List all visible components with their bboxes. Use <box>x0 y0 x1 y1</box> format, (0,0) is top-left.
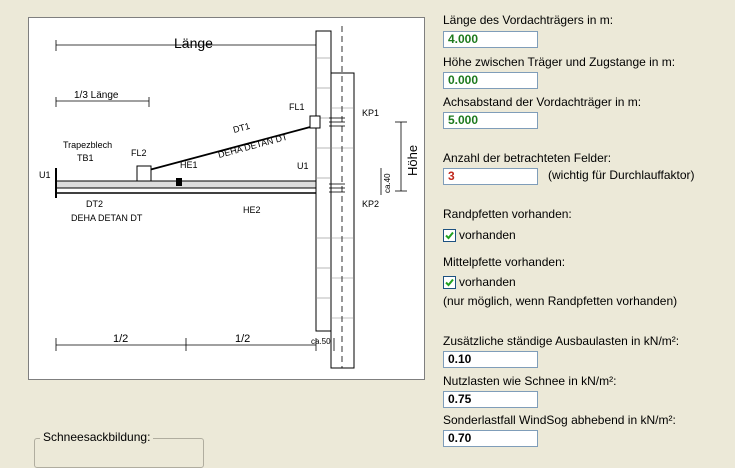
felder-label: Anzahl der betrachteten Felder: <box>443 151 612 165</box>
windsog-label: Sonderlastfall WindSog abhebend in kN/m²: <box>443 413 676 427</box>
mittelpfette-label: Mittelpfette vorhanden: <box>443 255 566 269</box>
label-deha-dt2: DEHA DETAN DT <box>71 213 143 223</box>
label-u1-left: U1 <box>39 170 51 180</box>
nutzlasten-label: Nutzlasten wie Schnee in kN/m²: <box>443 374 617 388</box>
felder-input[interactable]: 3 <box>443 168 538 185</box>
label-deha-dt1: DEHA DETAN DT <box>216 131 289 160</box>
label-ca50: ca.50 <box>311 337 331 346</box>
mittelpfette-checkbox-label: vorhanden <box>459 275 516 289</box>
check-icon <box>445 278 454 287</box>
label-he1: HE1 <box>180 160 198 170</box>
label-fl1: FL1 <box>289 102 305 112</box>
label-fl2: FL2 <box>131 148 147 158</box>
fl1-plate <box>310 116 320 128</box>
nutzlasten-input[interactable]: 0.75 <box>443 391 538 408</box>
randpfetten-checkbox-label: vorhanden <box>459 228 516 242</box>
randpfetten-checkbox[interactable] <box>443 229 456 242</box>
canopy-diagram <box>29 18 426 381</box>
label-half-left: 1/2 <box>113 333 129 345</box>
column-upper <box>316 31 331 331</box>
label-half-right: 1/2 <box>235 333 251 345</box>
label-laenge: Länge <box>174 35 213 51</box>
label-dt2: DT2 <box>86 199 104 209</box>
check-icon <box>445 231 454 240</box>
randpfetten-label: Randpfetten vorhanden: <box>443 207 572 221</box>
ausbaulasten-label: Zusätzliche ständige Ausbaulasten in kN/m²: <box>443 334 680 348</box>
label-u1-right: U1 <box>297 161 309 171</box>
hoehe-label: Höhe zwischen Träger und Zugstange in m: <box>443 55 676 69</box>
mittelpfette-checkbox-row[interactable] <box>443 274 516 290</box>
label-kp1: KP1 <box>362 108 380 118</box>
label-hoehe: Höhe <box>405 144 420 176</box>
main-beam <box>56 181 316 188</box>
label-trapezblech: Trapezblech <box>63 140 113 150</box>
laenge-input[interactable]: 4.000 <box>443 31 538 48</box>
laenge-label: Länge des Vordachträgers in m: <box>443 13 614 27</box>
randpfetten-checkbox-row[interactable] <box>443 227 516 243</box>
canopy-drawing <box>28 17 425 380</box>
achsabstand-label: Achsabstand der Vordachträger in m: <box>443 95 642 109</box>
hoehe-input[interactable]: 0.000 <box>443 72 538 89</box>
mittelpfette-checkbox[interactable] <box>443 276 456 289</box>
label-drittel: 1/3 Länge <box>74 90 119 101</box>
label-dt1: DT1 <box>231 120 251 135</box>
schneesack-title: Schneesackbildung: <box>40 430 153 444</box>
label-kp2: KP2 <box>362 199 380 209</box>
label-ca40: ca.40 <box>383 173 392 193</box>
achsabstand-input[interactable]: 5.000 <box>443 112 538 129</box>
he1-purlin <box>176 178 182 186</box>
fl2-bracket <box>137 166 151 181</box>
mittelpfette-note: (nur möglich, wenn Randpfetten vorhanden) <box>443 294 678 308</box>
label-he2: HE2 <box>243 205 261 215</box>
wall <box>331 73 354 368</box>
ausbaulasten-input[interactable]: 0.10 <box>443 351 538 368</box>
windsog-input[interactable]: 0.70 <box>443 430 538 447</box>
label-tb1: TB1 <box>77 153 94 163</box>
felder-note: (wichtig für Durchlauffaktor) <box>548 168 695 182</box>
